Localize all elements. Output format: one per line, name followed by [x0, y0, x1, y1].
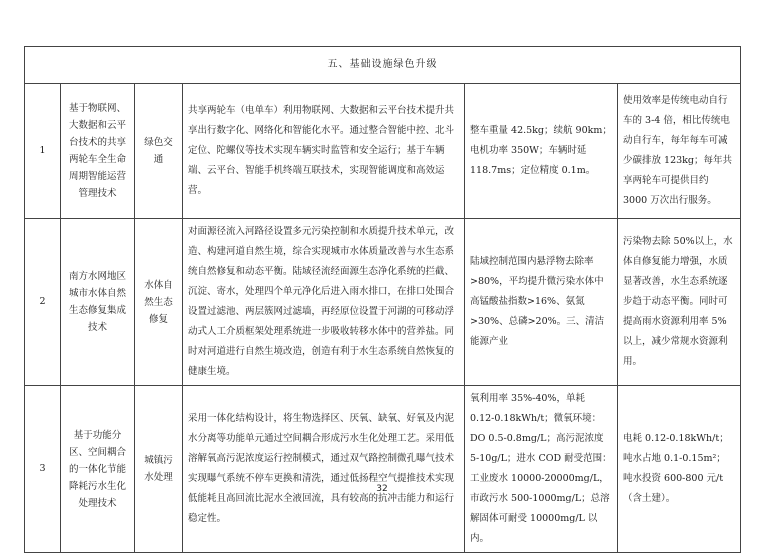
- technology-description: 采用一体化结构设计，将生物选择区、厌氧、缺氧、好氧及内泥水分离等功能单元通过空间耦合形成污水生化处理工艺。采用低溶解氧高污泥浓度运行控制模式，通过双气路控制微孔曝气技术实现曝气系统不停车更换和清洗，通过低扬程空气提推技术实现低能耗且高回流比泥水全液回流，具有较高的抗冲击能力和运行稳定性。: [183, 386, 465, 553]
- technology-name: 南方水网地区城市水体自然生态修复集成技术: [61, 219, 135, 386]
- table-row: [25, 386, 741, 553]
- application-effect: 电耗 0.12-0.18kWh/t；吨水占地 0.1-0.15m²；吨水投资 600-800 元/t（含土建）。: [618, 386, 741, 553]
- technology-description: 共享两轮车（电单车）利用物联网、大数据和云平台技术提升共享出行数字化、网络化和智能化水平。通过整合智能中控、北斗定位、陀螺仪等技术实现车辆实时监管和安全运行；基于车辆端、云平台、智能手机终端互联技术，实现智能调度和高效运营。: [183, 84, 465, 219]
- technology-name: 基于物联网、大数据和云平台技术的共享两轮车全生命周期智能运营管理技术: [61, 84, 135, 219]
- technology-table: [24, 46, 741, 553]
- technical-parameters: 整车重量 42.5kg；续航 90km；电机功率 350W；车辆时延 118.7ms；定位精度 0.1m。: [465, 84, 618, 219]
- application-field: 水体自然生态修复: [135, 219, 183, 386]
- page-number: 32: [376, 484, 388, 494]
- row-number: 1: [25, 84, 61, 219]
- technology-name: 基于功能分区、空间耦合的一体化节能降耗污水生化处理技术: [61, 386, 135, 553]
- table-row: [25, 219, 741, 386]
- application-effect: 污染物去除 50%以上，水体自修复能力增强，水质显著改善，水生态系统逐步趋于动态平衡。同时可提高雨水资源利用率 5%以上，减少常规水资源利用。: [618, 219, 741, 386]
- section-header-row: [25, 47, 741, 84]
- technical-parameters: 氧利用率 35%-40%，单耗 0.12-0.18kWh/t；微氧环境：DO 0.5-0.8mg/L；高污泥浓度 5-10g/L；进水 COD 耐受范围：工业废水 10000-20000mg/L，市政污水 500-1000mg/L；总溶解固体可耐受 10000mg/L 以内。: [465, 386, 618, 553]
- row-number: 2: [25, 219, 61, 386]
- application-field: 城镇污水处理: [135, 386, 183, 553]
- row-number: 3: [25, 386, 61, 553]
- application-effect: 使用效率是传统电动自行车的 3-4 倍，相比传统电动自行车，每年每车可减少碳排放 123kg；每年共享两轮车可提供目约 3000 万次出行服务。: [618, 84, 741, 219]
- technical-parameters: 陆域控制范围内悬浮物去除率>80%，平均提升微污染水体中高锰酸盐指数>16%、氨氮>30%、总磷>20%。三、清洁能源产业: [465, 219, 618, 386]
- section-title: 五、基础设施绿色升级: [25, 47, 741, 84]
- technology-description: 对面源径流入河路径设置多元污染控制和水质提升技术单元，改造、构建河道自然生境，综合实现城市水体质量改善与水生态系统自然修复和动态平衡。陆域径流经面源生态净化系统的拦截、沉淀、寄水，处理四个单元净化后进入雨水排口，在排口处围合设置过滤池、两层簇网过滤墙，再经原位设置于河湖的可移动浮动式人工介质框架处理系统进一步吸收转移水体中的营养盐。同时对河道进行自然生境改造，创造有利于水生态系统自然恢复的健康生境。: [183, 219, 465, 386]
- application-field: 绿色交通: [135, 84, 183, 219]
- table-row: [25, 84, 741, 219]
